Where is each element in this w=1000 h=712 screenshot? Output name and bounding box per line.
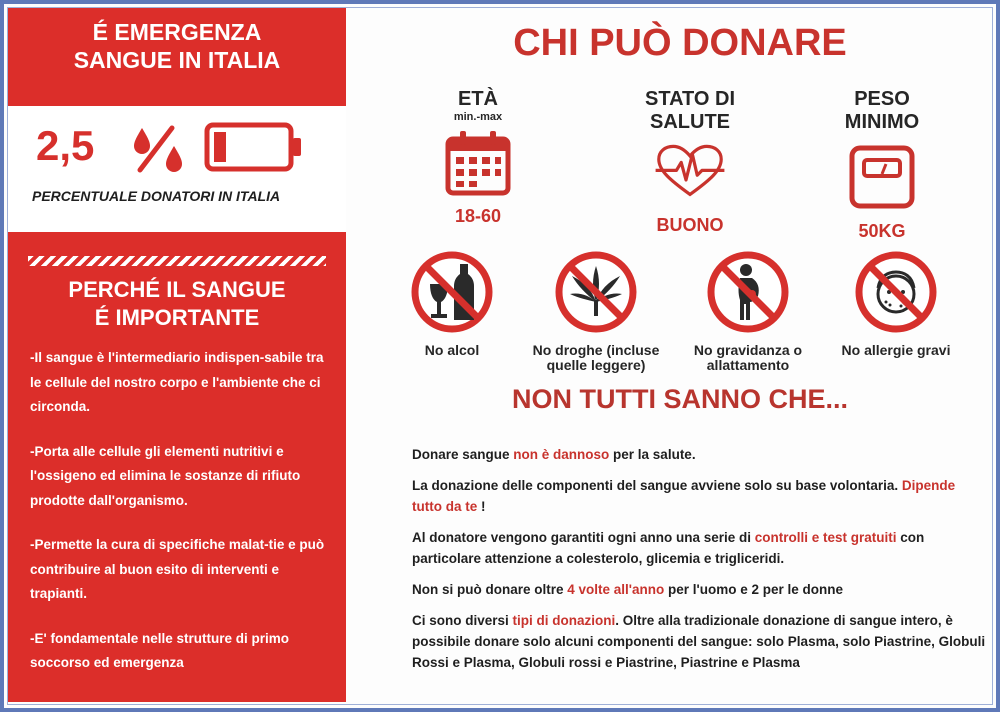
facts-list: [412, 444, 986, 683]
fact-item: Al donatore vengono garantiti ogni anno una serie di controlli e test gratuiti con particolare attenzione a colesterolo, glicemia e trigliceridi.: [412, 530, 925, 566]
restriction-label: No allergie gravi: [841, 342, 951, 358]
list-item: -E' fondamentale nelle strutture di primo soccorso ed emergenza: [30, 630, 289, 670]
list-item: -Il sangue è l'intermediario indispen-sabile tra le cellule del nostro corpo e l'ambiente che ci circonda.: [30, 350, 324, 414]
restriction-pregnancy: [668, 250, 828, 373]
calendar-icon: [442, 129, 514, 197]
criterion-weight: [802, 88, 962, 242]
restriction-label: No gravidanza o allattamento: [693, 342, 803, 373]
criterion-title: STATO DI SALUTE: [645, 88, 735, 133]
stripe-divider: [28, 256, 326, 266]
list-item: -Porta alle cellule gli elementi nutritivi e l'ossigeno ed elimina le sostanze di rifiuto prodotte dall'organismo.: [30, 443, 301, 508]
left-panel: [8, 8, 346, 702]
criterion-age: [398, 88, 558, 227]
scale-icon: [846, 144, 918, 212]
restriction-label: No alcol: [424, 342, 480, 358]
emergency-title: É EMERGENZA SANGUE IN ITALIA: [73, 19, 281, 73]
fact-item: La donazione delle componenti del sangue avviene solo su base volontaria. Dipende tutto da te !: [412, 478, 956, 514]
criterion-health: [610, 88, 770, 236]
facts-title: NON TUTTI SANNO CHE...: [512, 384, 848, 414]
heart-pulse-icon: [654, 138, 726, 206]
criterion-title: ETÀ: [458, 88, 498, 110]
criterion-value: 18-60: [454, 206, 502, 226]
criterion-subtitle: min.-max: [453, 111, 503, 123]
fact-item: Non si può donare oltre 4 volte all'anno per l'uomo e 2 per le donne: [412, 582, 844, 597]
restriction-allergy: [816, 250, 976, 358]
restriction-alcohol: [372, 250, 532, 358]
criterion-title: PESO MINIMO: [844, 88, 920, 133]
right-panel: [370, 8, 990, 702]
why-section: [8, 232, 346, 702]
percent-drops-icon: [132, 124, 188, 174]
no-alcohol-icon: [410, 250, 494, 334]
fact-item: Ci sono diversi tipi di donazioni. Oltre alla tradizionale donazione di sangue intero, è possibile donare solo alcuni componenti del sangue: solo Plasma, solo Piastrine, Globuli Rossi e Plasma, Globuli rossi e Piastrine, Piastrine e Plasma: [412, 613, 986, 670]
no-drugs-icon: [554, 250, 638, 334]
restriction-drugs: [516, 250, 676, 373]
criterion-value: 50KG: [858, 221, 906, 241]
restriction-label: No droghe (incluse quelle leggere): [532, 342, 660, 373]
criterion-value: BUONO: [656, 215, 724, 235]
stat-caption: PERCENTUALE DONATORI IN ITALIA: [32, 188, 281, 204]
emergency-banner: [8, 8, 346, 106]
page-title: CHI PUÒ DONARE: [513, 22, 847, 64]
why-list: [30, 346, 330, 696]
fact-item: Donare sangue non è dannoso per la salute.: [412, 447, 696, 462]
no-pregnancy-icon: [706, 250, 790, 334]
why-title: PERCHÉ IL SANGUE É IMPORTANTE: [68, 277, 286, 330]
stat-value: 2,5: [36, 122, 95, 169]
donor-stat: [8, 106, 346, 232]
list-item: -Permette la cura di specifiche malat-tie e può contribuire al buon esito di interventi e trapianti.: [30, 537, 325, 601]
no-allergy-icon: [854, 250, 938, 334]
low-battery-icon: [204, 122, 304, 172]
